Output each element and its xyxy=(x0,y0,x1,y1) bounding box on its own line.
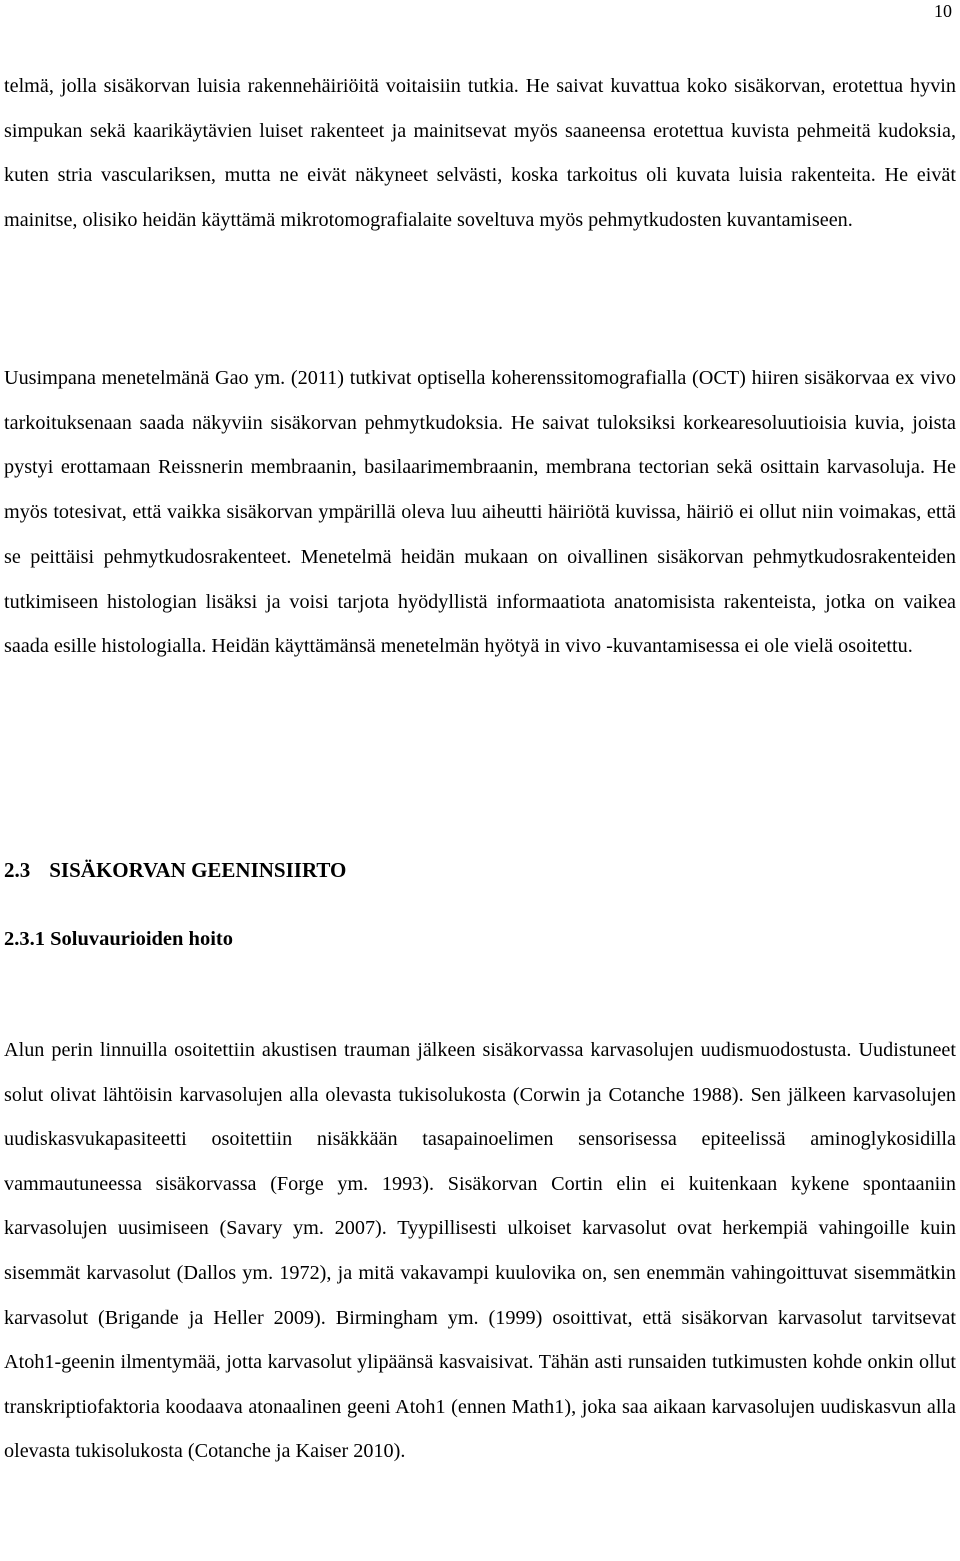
paragraph-hair-cell-regeneration: Alun perin linnuilla osoitettiin akustisen trauman jälkeen sisäkorvassa karvasolujen uudismuodostusta. Uudistuneet solut olivat lähtöisin karvasolujen alla olevasta tukisolukosta (Corwin ja Cotanche 1988). Sen jälkeen karvasolujen uudiskasvukapasiteetti osoitettiin nisäkkään tasapainoelimen sensorisessa epiteelissä aminoglykosidilla vammautuneessa sisäkorvassa (Forge ym. 1993). Sisäkorvan Cortin elin ei kuitenkaan kykene spontaaniin karvasolujen uusimiseen (Savary ym. 2007). Tyypillisesti ulkoiset karvasolut ovat herkempiä vahingoille kuin sisemmät karvasolut (Dallos ym. 1972), ja mitä vakavampi kuulovika on, sen enemmän vahingoittuvat sisemmätkin karvasolut (Brigande ja Heller 2009). Birmingham ym. (1999) osoittivat, että sisäkorvan karvasolut tarvitsevat Atoh1-geenin ilmentymää, jotta karvasolut ylipäänsä kasvaisivat. Tähän asti runsaiden tutkimusten kohde onkin ollut transkriptiofaktoria koodaava atonaalinen geeni Atoh1 (ennen Math1), joka saa aikaan karvasolujen uudiskasvun alla olevasta tukisolukosta (Cotanche ja Kaiser 2010). xyxy=(4,1039,956,1463)
section-title: SISÄKORVAN GEENINSIIRTO xyxy=(49,858,347,882)
section-heading xyxy=(4,856,346,884)
paragraph-oct-method: Uusimpana menetelmänä Gao ym. (2011) tutkivat optisella koherenssitomografialla (OCT) hiiren sisäkorvaa ex vivo tarkoituksenaan saada näkyviin sisäkorvan pehmytkudoksia. He saivat tuloksiksi korkearesoluutioisia kuvia, joista pystyi erottamaan Reissnerin membraanin, basilaarimembraanin, membrana tectorian sekä osittain karvasoluja. He myös totesivat, että vaikka sisäkorvan ympärillä oleva luu aiheutti häiriötä kuvissa, häiriö ei ollut niin voimakas, että se peittäisi pehmytkudosrakenteet. Menetelmä heidän mukaan on oivallinen sisäkorvan pehmytkudosrakenteiden tutkimiseen histologian lisäksi ja voisi tarjota hyödyllistä informaatiota anatomisista rakenteista, jotka on vaikea saada esille histologialla. Heidän käyttämänsä menetelmän hyötyä in vivo -kuvantamisessa ei ole vielä osoitettu. xyxy=(4,367,956,658)
section-number: 2.3 xyxy=(4,858,31,882)
paragraph-imaging-methods: telmä, jolla sisäkorvan luisia rakennehäiriöitä voitaisiin tutkia. He saivat kuvattua koko sisäkorvan, erotettua hyvin simpukan sekä kaarikäytävien luiset rakenteet ja mainitsevat myös saaneensa erotettua kuvista pehmeitä kudoksia, kuten stria vasculariksen, mutta ne eivät näkyneet selvästi, koska tarkoitus oli kuvata luisia rakenteita. He eivät mainitse, olisiko heidän käyttämä mikrotomografialaite soveltuva myös pehmytkudosten kuvantamiseen. xyxy=(4,75,956,232)
page-number: 10 xyxy=(934,1,952,21)
subsection-heading: 2.3.1 Soluvaurioiden hoito xyxy=(4,928,233,950)
